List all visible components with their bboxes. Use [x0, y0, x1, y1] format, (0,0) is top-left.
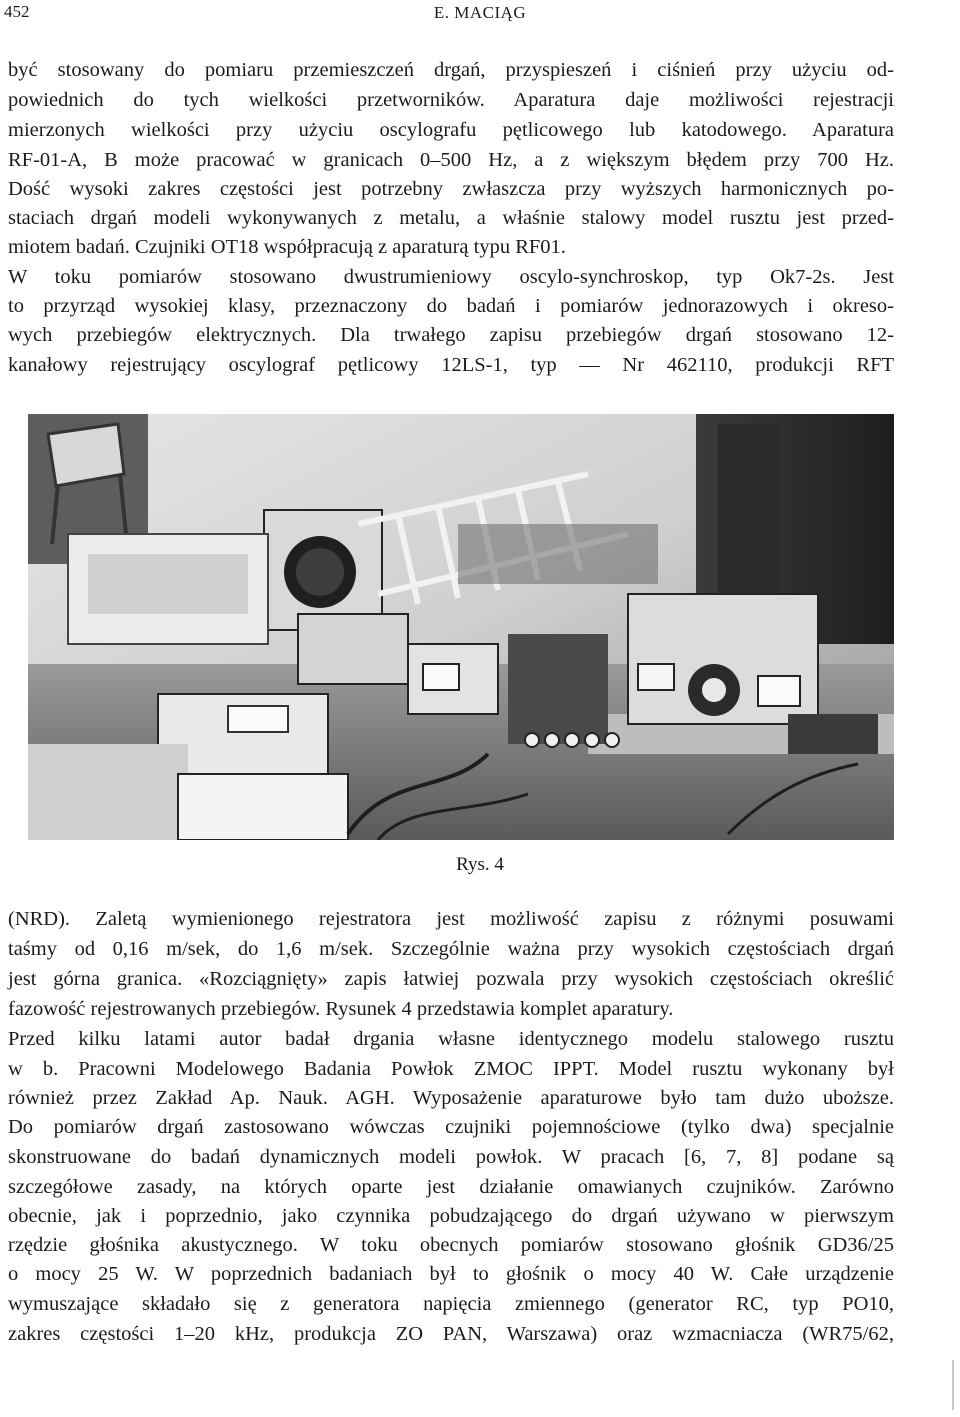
text-line: (NRD). Zaletą wymienionego rejestratora jest możliwość zapisu z różnymi posuwami: [8, 908, 894, 930]
text-line: skonstruowane do badań dynamicznych modeli powłok. W pracach [6, 7, 8] podane są: [8, 1146, 894, 1168]
apparatus-photograph: [28, 414, 894, 840]
text-line: rzędzie głośnika akustycznego. W toku obecnych pomiarów stosowano głośnik GD36/25: [8, 1234, 894, 1256]
text-line: to przyrząd wysokiej klasy, przeznaczony do badań i pomiarów jednorazowych i okreso-: [8, 295, 894, 317]
text-line: W toku pomiarów stosowano dwustrumieniowy oscylo-synchroskop, typ Ok7-2s. Jest: [8, 266, 894, 288]
text-line: jest górna granica. «Rozciągnięty» zapis łatwiej pozwala przy wysokich częstościach określić: [8, 968, 894, 990]
text-line: zakres częstości 1–20 kHz, produkcja ZO PAN, Warszawa) oraz wzmacniacza (WR75/62,: [8, 1323, 894, 1345]
text-line: RF-01-A, B może pracować w granicach 0–500 Hz, a z większym błędem przy 700 Hz.: [8, 149, 894, 171]
text-line: mierzonych wielkości przy użyciu oscylografu pętlicowego lub katodowego. Aparatura: [8, 119, 894, 141]
figure-caption: Rys. 4: [456, 854, 504, 875]
text-line: kanałowy rejestrujący oscylograf pętlicowy 12LS-1, typ — Nr 462110, produkcji RFT: [8, 354, 894, 376]
text-line: Przed kilku latami autor badał drgania własne identycznego modelu stalowego rusztu: [8, 1028, 894, 1050]
text-line: również przez Zakład Ap. Nauk. AGH. Wyposażenie aparaturowe było tam dużo uboższe.: [8, 1087, 894, 1109]
text-line: szczegółowe zasady, na których oparte jest działanie omawianych czujników. Zarówno: [8, 1176, 894, 1198]
running-header: [0, 0, 960, 26]
text-line: w b. Pracowni Modelowego Badania Powłok ZMOC IPPT. Model rusztu wykonany był: [8, 1058, 894, 1080]
text-line: fazowość rejestrowanych przebiegów. Rysunek 4 przedstawia komplet aparatury.: [8, 998, 674, 1020]
text-line: staciach drgań modeli wykonywanych z metalu, a właśnie stalowy model rusztu jest przed-: [8, 207, 894, 229]
text-line: wymuszające składało się z generatora napięcia zmiennego (generator RC, typ PO10,: [8, 1293, 894, 1315]
text-line: Do pomiarów drgań zastosowano wówczas czujniki pojemnościowe (tylko dwa) specjalnie: [8, 1116, 894, 1138]
running-title: E. MACIĄG: [433, 3, 527, 22]
text-line: Dość wysoki zakres częstości jest potrzebny zwłaszcza przy wyższych harmonicznych po-: [8, 178, 894, 200]
scan-artifact: [952, 1360, 954, 1410]
text-line: wych przebiegów elektrycznych. Dla trwałego zapisu przebiegów drgań stosowano 12-: [8, 324, 894, 346]
text-line: miotem badań. Czujniki OT18 współpracują z aparaturą typu RF01.: [8, 236, 566, 258]
page-number: 452: [4, 2, 30, 21]
text-line: być stosowany do pomiaru przemieszczeń drgań, przyspieszeń i ciśnień przy użyciu od-: [8, 59, 894, 81]
text-line: obecnie, jak i poprzednio, jako czynnika pobudzającego do drgań używano w pierwszym: [8, 1205, 894, 1227]
text-line: taśmy od 0,16 m/sek, do 1,6 m/sek. Szczególnie ważna przy wysokich częstościach drgań: [8, 938, 894, 960]
text-line: o mocy 25 W. W poprzednich badaniach był to głośnik o mocy 40 W. Całe urządzenie: [8, 1263, 894, 1285]
text-line: powiednich do tych wielkości przetworników. Aparatura daje możliwości rejestracji: [8, 89, 894, 111]
